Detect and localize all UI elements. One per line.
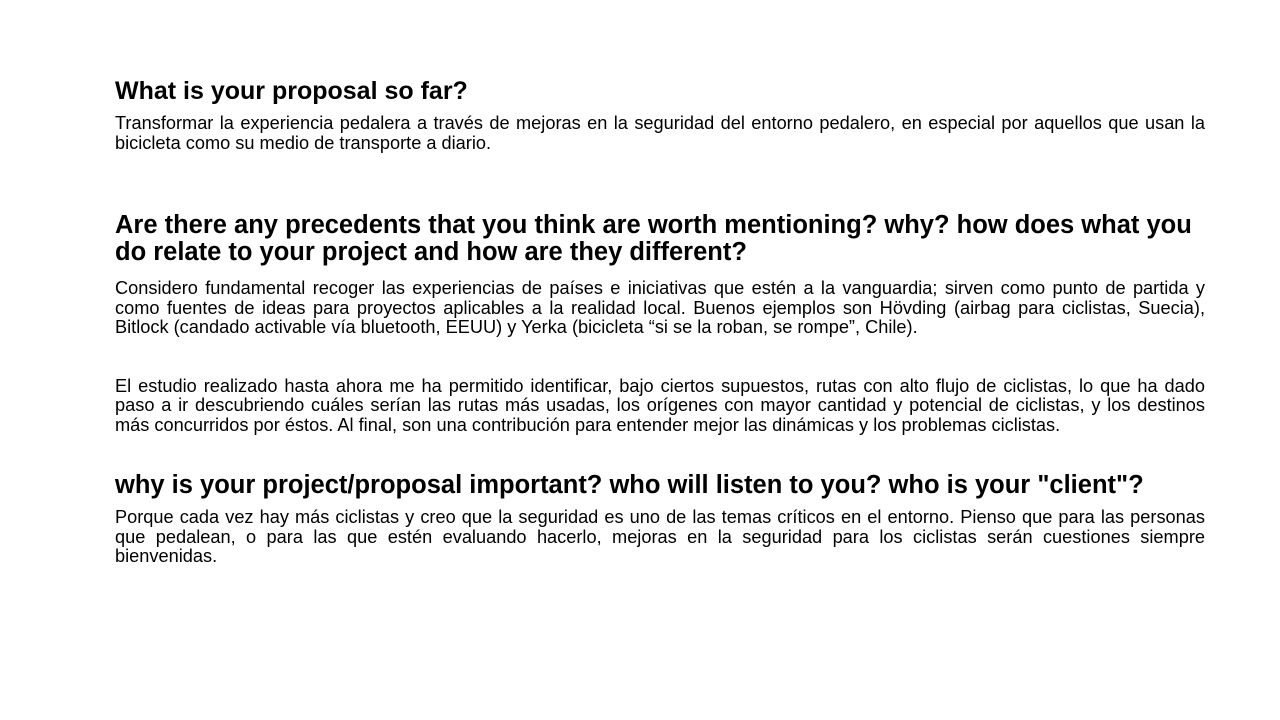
section-paragraph-proposal: Transformar la experiencia pedalera a través de mejoras en la seguridad del entorno pedalero, en especial por aquellos que usan la bicicleta como su medio de transporte a diario.	[115, 113, 1205, 153]
slide-content	[115, 76, 1205, 567]
section-heading-importance: why is your project/proposal important? who will listen to you? who is your "client"?	[115, 471, 1144, 499]
section-paragraph-study: El estudio realizado hasta ahora me ha permitido identificar, bajo ciertos supuestos, rutas con alto flujo de ciclistas, lo que ha dado paso a ir descubriendo cuáles serían las rutas más usadas, los orígenes con mayor cantidad y potencial de ciclistas, y los destinos más concurridos por éstos. Al final, son una contribución para entender mejor las dinámicas y los problemas ciclistas.	[115, 375, 1205, 435]
section-heading-precedents: Are there any precedents that you think are worth mentioning? why? how does what you do relate to your project and how are they different?	[115, 211, 1192, 266]
spacer	[115, 153, 1205, 212]
section-paragraph-precedents: Considero fundamental recoger las experiencias de países e iniciativas que estén a la vanguardia; sirven como punto de partida y como fuentes de ideas para proyectos aplicables a la realidad local. Buenos ejemplos son Hövding (airbag para ciclistas, Suecia), Bitlock (candado activable vía bluetooth, EEUU) y Yerka (bicicleta “si se la roban, se rompe”, Chile).	[115, 278, 1205, 337]
spacer	[115, 338, 1205, 377]
spacer	[115, 435, 1205, 472]
section-heading-proposal: What is your proposal so far?	[115, 77, 468, 105]
section-paragraph-importance: Porque cada vez hay más ciclistas y creo que la seguridad es uno de las temas críticos en el entorno. Pienso que para las personas que pedalean, o para las que estén evaluando hacerlo, mejoras en la seguridad para los ciclistas serán cuestiones siempre bienvenidas.	[115, 507, 1205, 566]
